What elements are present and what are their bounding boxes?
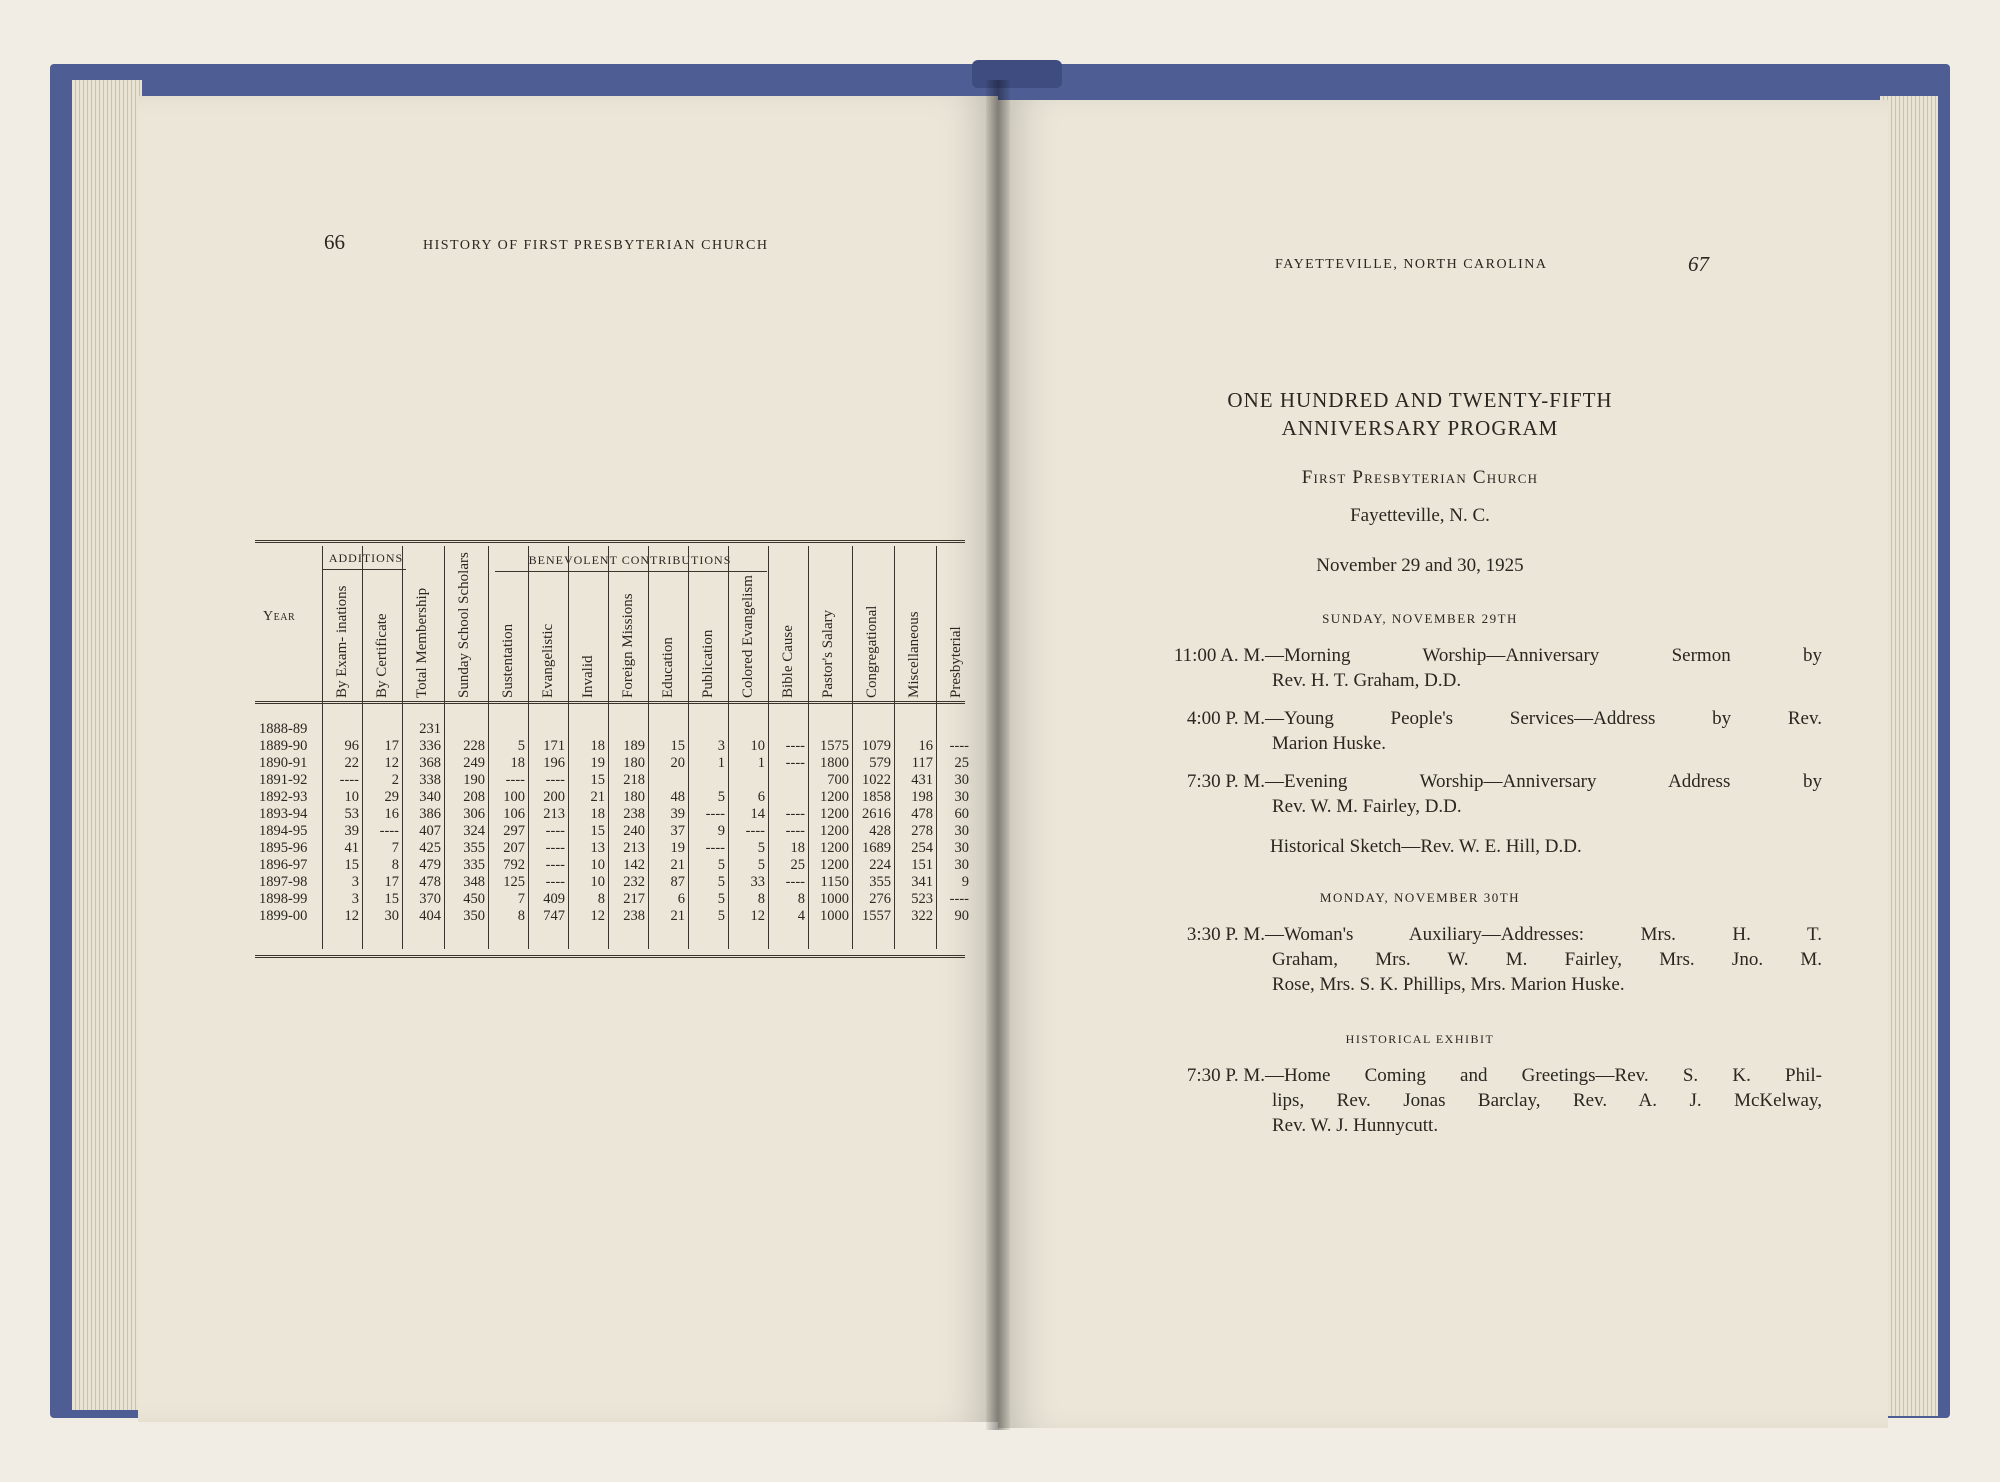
table-cell: 3	[717, 738, 725, 754]
table-cell	[650, 772, 685, 789]
table-row	[255, 823, 969, 840]
table-cell: 231	[419, 721, 441, 737]
column-header-evangelistic: Evangelistic	[539, 623, 556, 698]
table-cell: 30	[954, 823, 969, 839]
table-cell: 2616	[862, 806, 891, 822]
table-cell: 87	[670, 874, 685, 890]
table-cell: 350	[463, 908, 485, 924]
event-time: 7:30 P. M.	[1186, 1065, 1265, 1086]
table-cell: 25	[954, 755, 969, 771]
table-cell: 224	[869, 857, 891, 873]
table-cell: 348	[463, 874, 485, 890]
table-cell: 10	[344, 789, 359, 805]
sunday-heading: SUNDAY, NOVEMBER 29TH	[1322, 611, 1518, 626]
table-cell: 18	[590, 806, 605, 822]
event-line-1: —Morning Worship—Anniversary Sermon by	[1265, 645, 1822, 666]
right-page-number: 67	[1688, 252, 1709, 276]
table-cell: 1022	[862, 772, 891, 788]
table-cell: 6	[757, 789, 765, 805]
table-cell: 29	[384, 789, 399, 805]
table-cell: 5	[757, 857, 765, 873]
table-cell: 12	[344, 908, 359, 924]
event-line-1: —Evening Worship—Anniversary Address by	[1265, 771, 1822, 792]
table-cell: 1800	[820, 755, 849, 771]
table-cell: 2	[391, 772, 399, 788]
table-cell: 478	[419, 874, 441, 890]
table-cell: ----	[705, 840, 725, 856]
table-cell: 19	[670, 840, 685, 856]
table-cell: 355	[869, 874, 891, 890]
right-running-head: FAYETTEVILLE, NORTH CAROLINA	[1275, 257, 1548, 272]
table-cell: 18	[590, 738, 605, 754]
table-cell: 39	[670, 806, 685, 822]
table-cell: 33	[750, 874, 765, 890]
table-cell: ----	[949, 738, 969, 754]
table-cell: 228	[463, 738, 485, 754]
table-cell: 1079	[862, 738, 891, 754]
table-cell: 425	[419, 840, 441, 856]
table-cell	[810, 721, 849, 738]
table-cell: 13	[590, 840, 605, 856]
table-row	[255, 874, 969, 891]
church-name: First Presbyterian Church	[1301, 467, 1539, 488]
table-cell: 1858	[862, 789, 891, 805]
table-cell: 700	[827, 772, 849, 788]
column-header-colored-evangelism: Colored Evangelism	[739, 575, 756, 698]
table-cell: 5	[517, 738, 525, 754]
table-cell: 8	[391, 857, 399, 873]
table-cell: 217	[623, 891, 645, 907]
table-cell: 335	[463, 857, 485, 873]
table-cell	[770, 789, 805, 806]
table-cell: 15	[590, 772, 605, 788]
table-cell: ----	[545, 874, 565, 890]
table-cell: ----	[785, 755, 805, 771]
table-cell: 386	[419, 806, 441, 822]
table-row	[255, 772, 969, 789]
table-cell: 100	[503, 789, 525, 805]
table-cell: 240	[623, 823, 645, 839]
table-cell: 10	[750, 738, 765, 754]
table-cell: 232	[623, 874, 645, 890]
table-cell: 189	[623, 738, 645, 754]
table-cell: 4	[797, 908, 805, 924]
table-cell: 9	[717, 823, 725, 839]
table-cell	[896, 721, 933, 738]
table-cell: 15	[670, 738, 685, 754]
table-cell: 218	[623, 772, 645, 788]
table-cell	[730, 721, 765, 738]
exhibit-heading: HISTORICAL EXHIBIT	[1345, 1032, 1495, 1046]
table-cell: 17	[384, 738, 399, 754]
table-cell: 18	[790, 840, 805, 856]
table-cell: 12	[384, 755, 399, 771]
column-header-invalid: Invalid	[579, 655, 596, 698]
event-line-2: Marion Huske.	[1272, 733, 1386, 754]
table-cell: 171	[543, 738, 565, 754]
column-header-congregational: Congregational	[863, 605, 880, 698]
table-cell: 254	[911, 840, 933, 856]
table-cell	[490, 721, 525, 738]
table-cell: 1557	[862, 908, 891, 924]
table-cell: 1	[717, 755, 725, 771]
table-cell: 409	[543, 891, 565, 907]
table-cell: 7	[391, 840, 399, 856]
table-cell: 151	[911, 857, 933, 873]
table-cell: 404	[419, 908, 441, 924]
event-line-1: —Home Coming and Greetings—Rev. S. K. Phil-	[1265, 1065, 1822, 1086]
table-cell: 20	[670, 755, 685, 771]
table-cell: ----	[785, 806, 805, 822]
additions-group-label: ADDITIONS	[328, 551, 404, 565]
table-cell: 106	[503, 806, 525, 822]
table-cell: 190	[463, 772, 485, 788]
table-cell: 198	[911, 789, 933, 805]
benevolent-group-label: BENEVOLENT CONTRIBUTIONS	[528, 553, 732, 567]
table-cell: 180	[623, 789, 645, 805]
column-header-bible-cause: Bible Cause	[779, 625, 796, 698]
table-cell: ----	[785, 874, 805, 890]
monday-heading: MONDAY, NOVEMBER 30TH	[1319, 890, 1521, 905]
table-cell: 5	[717, 891, 725, 907]
table-cell: 15	[384, 891, 399, 907]
table-cell	[570, 721, 605, 738]
table-cell: 213	[623, 840, 645, 856]
table-cell: 196	[543, 755, 565, 771]
table-cell: 407	[419, 823, 441, 839]
table-cell: 370	[419, 891, 441, 907]
event-line-2: Graham, Mrs. W. M. Fairley, Mrs. Jno. M.	[1272, 949, 1822, 970]
table-cell: ----	[785, 738, 805, 754]
table-cell: ----	[379, 823, 399, 839]
table-cell: 19	[590, 755, 605, 771]
table-row	[255, 789, 969, 806]
table-cell: 8	[597, 891, 605, 907]
year-cell: 1888-89	[259, 721, 308, 737]
table-cell	[610, 721, 645, 738]
program-dates: November 29 and 30, 1925	[1316, 555, 1524, 576]
program-title-line2: ANNIVERSARY PROGRAM	[1281, 416, 1559, 440]
event-line-1: —Young People's Services—Address by Rev.	[1265, 708, 1822, 729]
year-cell: 1894-95	[259, 823, 308, 839]
year-cell: 1899-00	[259, 908, 308, 924]
event-time: 11:00 A. M.	[1173, 645, 1265, 666]
table-cell	[690, 772, 725, 789]
table-row	[255, 721, 965, 738]
column-header-by-certificate: By Certificate	[373, 613, 390, 698]
table-cell: 208	[463, 789, 485, 805]
column-header-publication: Publication	[699, 629, 716, 698]
table-cell: ----	[339, 772, 359, 788]
table-cell: 180	[623, 755, 645, 771]
year-cell: 1892-93	[259, 789, 308, 805]
table-cell: 340	[419, 789, 441, 805]
table-cell: 479	[419, 857, 441, 873]
column-header-miscellaneous: Miscellaneous	[905, 611, 922, 698]
table-cell: 25	[790, 857, 805, 873]
year-cell: 1896-97	[259, 857, 308, 873]
table-cell: 213	[543, 806, 565, 822]
table-cell	[650, 721, 685, 738]
table-cell: 5	[757, 840, 765, 856]
table-cell: 792	[503, 857, 525, 873]
table-cell: 30	[954, 857, 969, 873]
table-cell: 39	[344, 823, 359, 839]
table-cell: 90	[954, 908, 969, 924]
year-cell: 1897-98	[259, 874, 308, 890]
table-cell: 276	[869, 891, 891, 907]
table-cell: 1150	[820, 874, 849, 890]
table-cell: 125	[503, 874, 525, 890]
table-cell: 60	[954, 806, 969, 822]
table-cell	[324, 721, 359, 738]
table-cell: 3	[351, 874, 359, 890]
table-cell: 450	[463, 891, 485, 907]
event-line-2: Rev. W. M. Fairley, D.D.	[1272, 796, 1462, 817]
table-cell: 200	[543, 789, 565, 805]
statistics-table	[255, 540, 969, 958]
table-cell: 48	[670, 789, 685, 805]
table-cell: 336	[419, 738, 441, 754]
table-cell	[938, 721, 969, 738]
year-cell: 1890-91	[259, 755, 308, 771]
table-cell: 142	[623, 857, 645, 873]
table-row	[255, 840, 969, 857]
table-cell: 1200	[820, 789, 849, 805]
table-cell	[530, 721, 565, 738]
table-cell: 30	[954, 789, 969, 805]
table-cell: 324	[463, 823, 485, 839]
table-cell	[690, 721, 725, 738]
column-header-sustentation: Sustentation	[499, 623, 516, 698]
table-cell: 10	[590, 857, 605, 873]
table-cell: ----	[545, 823, 565, 839]
table-cell: 22	[344, 755, 359, 771]
page-edges-left	[72, 80, 142, 1410]
event-time: 7:30 P. M.	[1186, 771, 1265, 792]
place: Fayetteville, N. C.	[1350, 505, 1490, 526]
table-cell: 16	[384, 806, 399, 822]
event-line-3: Rev. W. J. Hunnycutt.	[1272, 1115, 1439, 1136]
table-cell	[770, 721, 805, 738]
table-cell: 249	[463, 755, 485, 771]
table-cell: ----	[505, 772, 525, 788]
table-cell: 297	[503, 823, 525, 839]
table-cell: ----	[705, 806, 725, 822]
table-cell: 41	[344, 840, 359, 856]
table-cell: 16	[918, 738, 933, 754]
table-cell: ----	[545, 772, 565, 788]
table-cell	[770, 772, 805, 789]
event-line-2: lips, Rev. Jonas Barclay, Rev. A. J. McKelway,	[1272, 1090, 1822, 1111]
table-cell: 1200	[820, 806, 849, 822]
table-cell: 5	[717, 789, 725, 805]
table-cell: 14	[750, 806, 765, 822]
table-cell: 7	[517, 891, 525, 907]
table-cell: 1200	[820, 857, 849, 873]
column-header-education: Education	[659, 637, 676, 698]
table-row	[255, 908, 969, 925]
table-cell: 1200	[820, 840, 849, 856]
table-row	[255, 755, 969, 772]
table-cell: 278	[911, 823, 933, 839]
table-cell: 8	[797, 891, 805, 907]
table-cell: 18	[510, 755, 525, 771]
table-cell: 30	[954, 840, 969, 856]
table-cell: 341	[911, 874, 933, 890]
table-cell: 21	[590, 789, 605, 805]
table-cell: 10	[590, 874, 605, 890]
table-cell: 9	[961, 874, 969, 890]
table-cell: 30	[954, 772, 969, 788]
table-cell: 238	[623, 908, 645, 924]
table-cell: 1689	[862, 840, 891, 856]
table-cell: 207	[503, 840, 525, 856]
table-cell	[364, 721, 399, 738]
table-cell: 5	[717, 908, 725, 924]
year-cell: 1893-94	[259, 806, 308, 822]
table-cell: 15	[344, 857, 359, 873]
table-row	[255, 806, 969, 823]
column-header-pastor-s-salary: Pastor's Salary	[819, 609, 836, 698]
table-cell: 428	[869, 823, 891, 839]
table-cell: 1	[757, 755, 765, 771]
left-running-head: HISTORY OF FIRST PRESBYTERIAN CHURCH	[423, 238, 769, 253]
table-cell: 96	[344, 738, 359, 754]
program-title-line1: ONE HUNDRED AND TWENTY-FIFTH	[1227, 388, 1613, 412]
page-edges-right	[1880, 96, 1938, 1416]
year-cell: 1889-90	[259, 738, 308, 754]
column-header-sunday-school-scholars: Sunday School Scholars	[455, 552, 472, 698]
table-cell: 15	[590, 823, 605, 839]
table-cell: ----	[545, 840, 565, 856]
historical-sketch: Historical Sketch—Rev. W. E. Hill, D.D.	[1270, 836, 1582, 857]
table-cell: ----	[745, 823, 765, 839]
table-cell: 17	[384, 874, 399, 890]
column-header-by-exam-inations: By Exam- inations	[333, 585, 350, 698]
table-cell: 30	[384, 908, 399, 924]
table-cell: 3	[351, 891, 359, 907]
table-cell: 21	[670, 857, 685, 873]
table-cell: 8	[517, 908, 525, 924]
event-line-1: —Woman's Auxiliary—Addresses: Mrs. H. T.	[1265, 924, 1822, 945]
year-header: Year	[263, 609, 296, 624]
table-row	[255, 891, 969, 908]
year-cell: 1891-92	[259, 772, 308, 788]
table-cell: 21	[670, 908, 685, 924]
table-cell: 478	[911, 806, 933, 822]
table-cell: 338	[419, 772, 441, 788]
column-header-total-membership: Total Membership	[413, 587, 430, 698]
table-cell: 5	[717, 857, 725, 873]
table-cell: 523	[911, 891, 933, 907]
table-cell: 1000	[820, 891, 849, 907]
book-gutter	[986, 80, 1010, 1430]
table-cell: 579	[869, 755, 891, 771]
left-page-number: 66	[324, 230, 345, 254]
table-cell: 368	[419, 755, 441, 771]
column-header-foreign-missions: Foreign Missions	[619, 593, 636, 698]
table-cell: 306	[463, 806, 485, 822]
event-line-2: Rev. H. T. Graham, D.D.	[1272, 670, 1462, 691]
table-cell: 37	[670, 823, 685, 839]
table-cell: 1000	[820, 908, 849, 924]
table-cell	[854, 721, 891, 738]
table-cell: 117	[911, 755, 933, 771]
column-header-presbyterial: Presbyterial	[947, 626, 964, 698]
table-cell: 12	[750, 908, 765, 924]
table-cell: 5	[717, 874, 725, 890]
table-cell: ----	[949, 891, 969, 907]
table-cell: 12	[590, 908, 605, 924]
table-cell: 747	[543, 908, 565, 924]
table-cell: 431	[911, 772, 933, 788]
table-cell: 355	[463, 840, 485, 856]
table-cell: 1575	[820, 738, 849, 754]
event-time: 4:00 P. M.	[1186, 708, 1265, 729]
year-cell: 1895-96	[259, 840, 308, 856]
event-time: 3:30 P. M.	[1186, 924, 1265, 945]
table-cell: 8	[757, 891, 765, 907]
table-cell: ----	[545, 857, 565, 873]
table-row	[255, 738, 969, 755]
table-cell: 322	[911, 908, 933, 924]
table-cell: 53	[344, 806, 359, 822]
table-cell	[730, 772, 765, 789]
table-row	[255, 857, 969, 874]
event-line-3: Rose, Mrs. S. K. Phillips, Mrs. Marion Huske.	[1272, 974, 1625, 995]
right-page	[998, 100, 1888, 1428]
table-cell	[446, 721, 485, 738]
table-cell: 1200	[820, 823, 849, 839]
table-cell: ----	[785, 823, 805, 839]
year-cell: 1898-99	[259, 891, 308, 907]
table-cell: 238	[623, 806, 645, 822]
table-cell: 6	[677, 891, 685, 907]
